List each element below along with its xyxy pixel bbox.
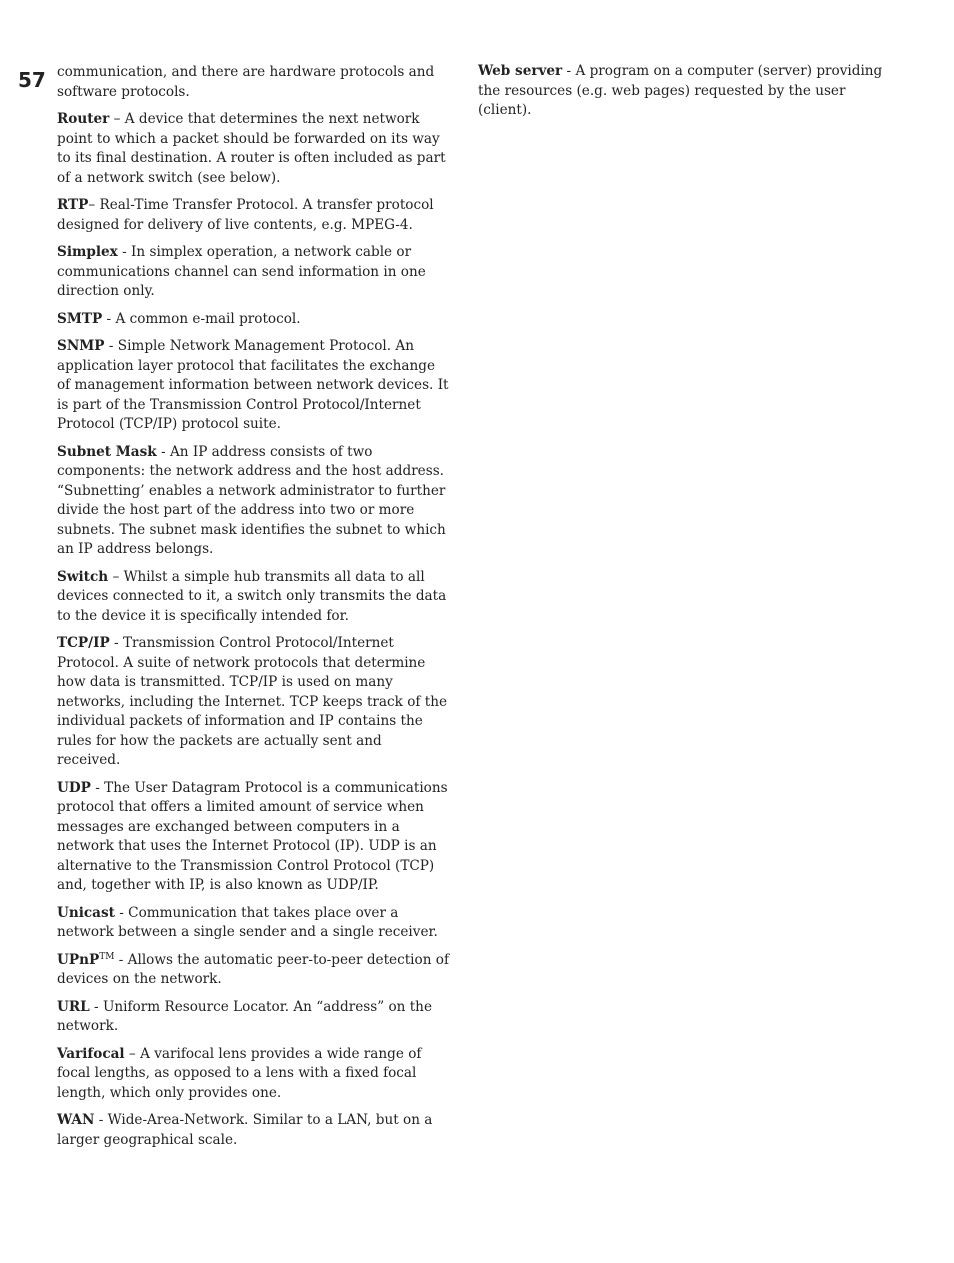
glossary-separator: – — [124, 1045, 141, 1062]
glossary-term: UDP — [57, 779, 91, 796]
page-number: 57 — [18, 68, 46, 92]
glossary-definition: A device that determines the next network point to which a packet should be forwarded on its way to its final destination. A router is often included as part of a network switch (see below). — [57, 111, 446, 186]
glossary-left-column — [57, 63, 449, 1158]
glossary-definition: Communication that takes place over a network between a single sender and a single receiver. — [57, 904, 438, 940]
glossary-separator: - — [117, 244, 132, 260]
glossary-definition: Uniform Resource Locator. An “address” on the network. — [57, 998, 432, 1034]
glossary-separator: - — [90, 779, 105, 796]
glossary-entry-switch — [57, 568, 449, 627]
glossary-term: Simplex — [57, 244, 118, 260]
glossary-entry-udp — [57, 779, 449, 896]
glossary-right-column — [478, 62, 898, 129]
glossary-separator: - — [102, 310, 116, 327]
glossary-term: Varifocal — [57, 1045, 125, 1062]
glossary-entry-router — [57, 110, 449, 188]
glossary-definition: Wide-Area-Network. Similar to a LAN, but on a larger geographical scale. — [57, 1112, 433, 1148]
glossary-separator: - — [114, 904, 129, 921]
glossary-term: TCP/IP — [57, 635, 110, 651]
glossary-term: Web server — [478, 63, 563, 79]
glossary-entry-subnet-mask — [57, 443, 449, 560]
glossary-definition: Transmission Control Protocol/Internet Protocol. A suite of network protocols that determine how data is transmitted. TCP/IP is used on many networks, including the Internet. TCP keeps track of the individual packets of information and IP contains the rules for how the packets are actually sent and received. — [57, 635, 447, 768]
glossary-definition: In simplex operation, a network cable or communications channel can send information in one direction only. — [57, 244, 426, 299]
glossary-entry-rtp — [57, 196, 449, 235]
glossary-entry-varifocal — [57, 1045, 449, 1104]
glossary-term: URL — [57, 998, 90, 1015]
glossary-term: RTP — [57, 197, 89, 213]
glossary-term: SNMP — [57, 338, 105, 354]
glossary-continuation: communication, and there are hardware protocols and software protocols. — [57, 64, 435, 100]
glossary-entry-tcp-ip — [57, 634, 449, 771]
glossary-definition: The User Datagram Protocol is a communications protocol that offers a limited amount of service when messages are exchanged between computers in a network that uses the Internet Protocol (IP). UDP is an alternative to the Transmission Control Protocol (TCP) and, together with IP, is also known as UDP/IP. — [57, 779, 448, 893]
glossary-entry-smtp — [57, 310, 449, 330]
glossary-definition: A program on a computer (server) providing the resources (e.g. web pages) requested by the user (client). — [478, 63, 883, 118]
glossary-entry-unicast — [57, 904, 449, 943]
glossary-definition: A varifocal lens provides a wide range of focal lengths, as opposed to a lens with a fixed focal length, which only provides one. — [57, 1045, 422, 1101]
glossary-definition: A common e-mail protocol. — [115, 310, 301, 327]
glossary-separator: - — [109, 635, 123, 651]
glossary-term: Router — [57, 111, 110, 127]
glossary-entry-wan — [57, 1111, 449, 1150]
glossary-entry-web-server — [478, 62, 898, 121]
glossary-definition: Allows the automatic peer-to-peer detection of devices on the network. — [57, 951, 450, 987]
glossary-separator: - — [156, 443, 170, 460]
glossary-term: SMTP — [57, 310, 103, 327]
glossary-definition: An IP address consists of two components: the network address and the host address. “Subnetting’ enables a network administrator to further divide the host part of the address into two or more subnets. The subnet mask identifies the subnet to which an IP address belongs. — [57, 443, 446, 557]
glossary-separator: - — [94, 1112, 108, 1128]
glossary-entry-url — [57, 998, 449, 1037]
glossary-definition: Simple Network Management Protocol. An application layer protocol that facilitates the exchange of management information between network devices. It is part of the Transmission Control Protocol/Internet Protocol (TCP/IP) protocol suite. — [57, 338, 449, 432]
glossary-separator: - — [114, 951, 128, 968]
trademark-superscript: TM — [99, 951, 115, 962]
glossary-term: Subnet Mask — [57, 443, 157, 460]
glossary-separator: - — [562, 63, 576, 79]
glossary-separator: – — [109, 111, 125, 127]
glossary-entry-simplex — [57, 243, 449, 302]
glossary-term: Unicast — [57, 904, 115, 921]
glossary-definition: Real-Time Transfer Protocol. A transfer protocol designed for delivery of live contents, e.g. MPEG-4. — [57, 197, 434, 233]
glossary-entry-upnp — [57, 951, 449, 990]
glossary-separator: - — [89, 998, 103, 1015]
glossary-definition: Whilst a simple hub transmits all data to all devices connected to it, a switch only transmits the data to the device it is specifically intended for. — [57, 568, 447, 624]
glossary-entry-snmp — [57, 337, 449, 435]
glossary-separator: – — [108, 568, 124, 585]
glossary-term: Switch — [57, 568, 109, 585]
glossary-separator: – — [88, 197, 100, 213]
glossary-separator: - — [104, 338, 118, 354]
glossary-term: WAN — [57, 1112, 95, 1128]
glossary-term: UPnP — [57, 951, 100, 968]
